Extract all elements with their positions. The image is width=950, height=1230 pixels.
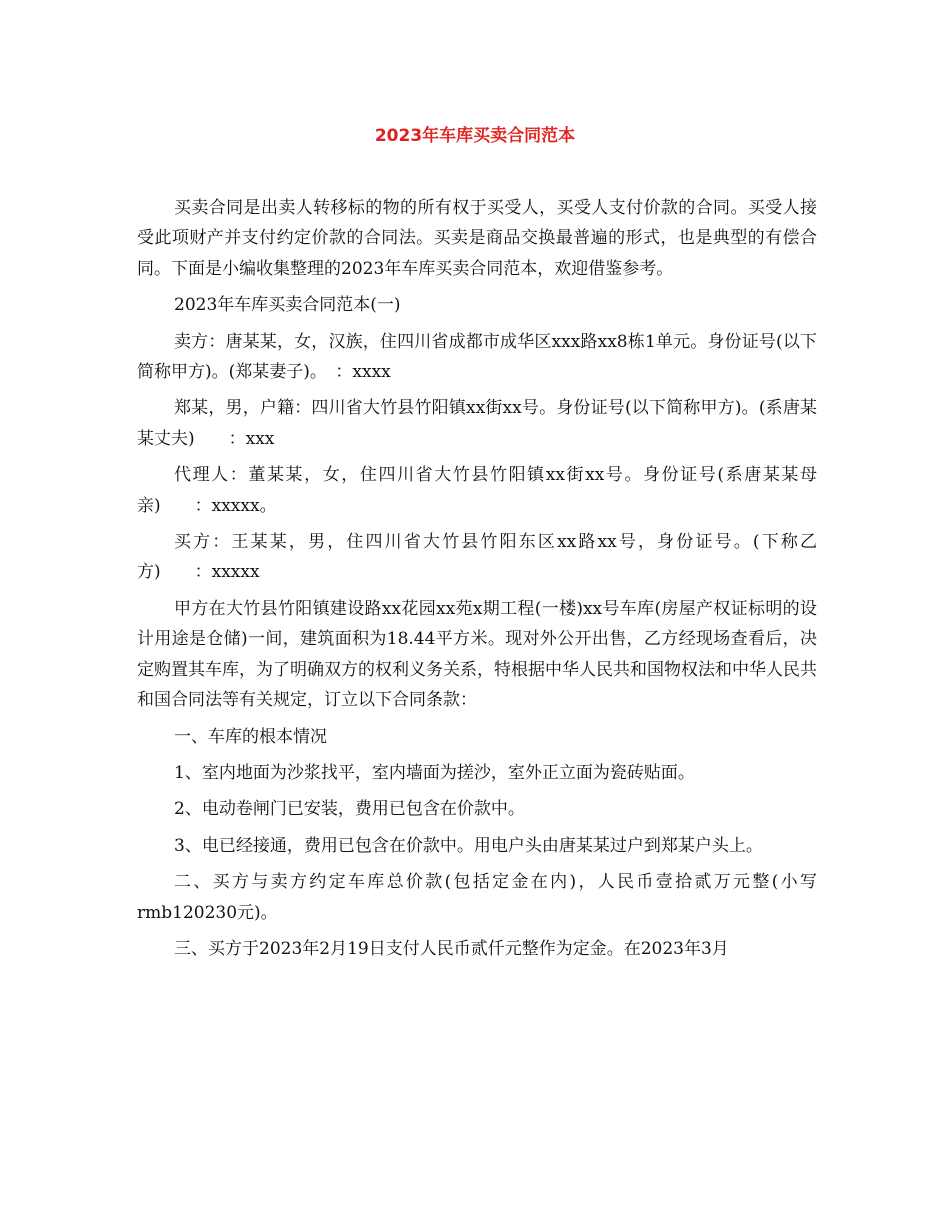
document-title: 2023年车库买卖合同范本 xyxy=(374,126,576,146)
intro-paragraph: 买卖合同是出卖人转移标的物的所有权于买受人，买受人支付价款的合同。买受人接受此项财产并支付约定价款的合同法。买卖是商品交换最普遍的形式，也是典型的有偿合同。下面是小编收集整理的2023年车库买卖合同范本，欢迎借鉴参考。 xyxy=(137,198,817,279)
clause-paragraph: 三、买方于2023年2月19日支付人民币贰仟元整作为定金。在2023年3月 xyxy=(174,938,729,959)
section-heading: 2023年车库买卖合同范本(一) xyxy=(174,295,401,316)
garage-description-paragraph: 甲方在大竹县竹阳镇建设路xx花园xx苑x期工程(一楼)xx号车库(房屋产权证标明的设计用途是仓储)一间，建筑面积为18.44平方米。现对外公开出售，乙方经现场查看后，决定购置其车库，为了明确双方的权利义务关系，特根据中华人民共和国物权法和中华人民共和国合同法等有关规定，订立以下合同条款： xyxy=(137,598,817,711)
buyer-paragraph: 买方：王某某，男，住四川省大竹县竹阳东区xx路xx号，身份证号。(下称乙方) ：xxxxx xyxy=(137,532,817,583)
seller-paragraph: 卖方：唐某某，女，汉族，住四川省成都市成华区xxx路xx8栋1单元。身份证号(以下简称甲方)。(郑某妻子)。 ：xxxx xyxy=(137,331,817,383)
clause-heading: 一、车库的根本情况 xyxy=(174,726,327,747)
clause-paragraph: 二、买方与卖方约定车库总价款(包括定金在内)，人民币壹拾贰万元整(小写rmb120230元)。 xyxy=(137,872,817,923)
document-body xyxy=(137,193,817,970)
clause-item: 3、电已经接通，费用已包含在价款中。用电户头由唐某某过户到郑某户头上。 xyxy=(174,835,763,856)
clause-item: 1、室内地面为沙浆找平，室内墙面为搓沙，室外正立面为瓷砖贴面。 xyxy=(174,762,695,783)
agent-paragraph: 代理人：董某某，女，住四川省大竹县竹阳镇xx街xx号。身份证号(系唐某某母亲) ：xxxxx。 xyxy=(137,465,817,516)
seller-spouse-paragraph: 郑某，男，户籍：四川省大竹县竹阳镇xx街xx号。身份证号(以下简称甲方)。(系唐某某丈夫) ：xxx xyxy=(137,398,817,449)
clause-item: 2、电动卷闸门已安装，费用已包含在价款中。 xyxy=(174,799,525,820)
